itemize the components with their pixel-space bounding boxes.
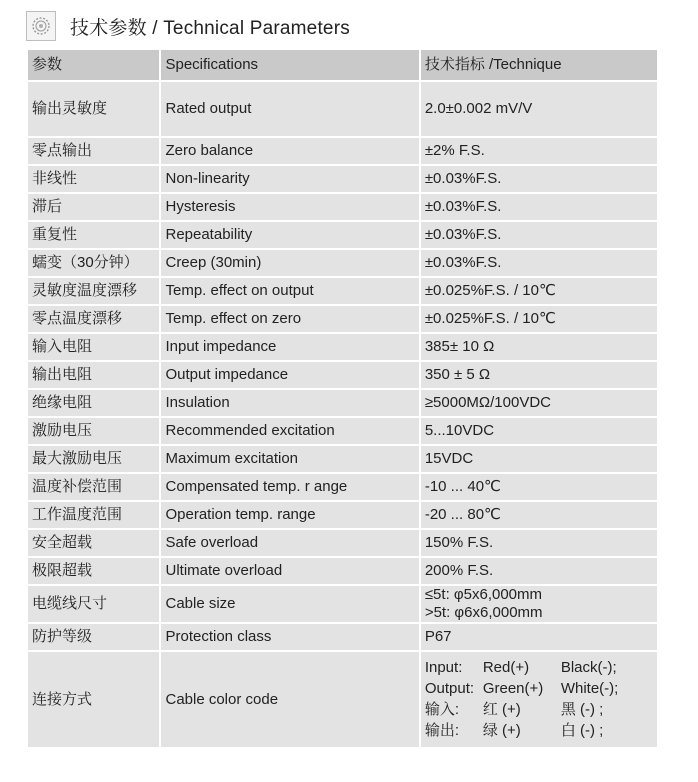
column-header-technique: 技术指标 /Technique (421, 50, 657, 82)
table-row (28, 652, 657, 749)
param-cn: 输入电阻 (28, 334, 161, 362)
cable-color-grid (425, 659, 653, 740)
table-row (28, 278, 657, 306)
param-en: Safe overload (161, 530, 420, 558)
param-cn: 激励电压 (28, 418, 161, 446)
table-row (28, 530, 657, 558)
param-value: ≥5000MΩ/100VDC (421, 390, 657, 418)
param-en: Cable color code (161, 652, 420, 749)
color-code-positive: 红 (+) (482, 701, 521, 718)
param-cn: 零点输出 (28, 138, 161, 166)
table-row (28, 558, 657, 586)
param-cn: 零点温度漂移 (28, 306, 161, 334)
param-value-cable-size (421, 586, 657, 624)
param-en: Operation temp. range (161, 502, 420, 530)
color-code-label: 输入: (424, 701, 459, 718)
table-row (28, 446, 657, 474)
section-title: 技术参数 / Technical Parameters (70, 17, 350, 39)
param-value: -20 ... 80℃ (421, 502, 657, 530)
color-code-label: Output: (424, 680, 475, 697)
param-en: Compensated temp. r ange (161, 474, 420, 502)
param-value: 15VDC (421, 446, 657, 474)
param-en: Repeatability (161, 222, 420, 250)
param-en: Protection class (161, 624, 420, 652)
param-value: 5...10VDC (421, 418, 657, 446)
param-en: Cable size (161, 586, 420, 624)
param-en: Temp. effect on zero (161, 306, 420, 334)
color-code-negative: 白 (-) ; (560, 722, 604, 739)
param-cn: 蠕变（30分钟） (28, 250, 161, 278)
color-code-positive: 绿 (+) (482, 722, 521, 739)
param-en: Output impedance (161, 362, 420, 390)
param-en: Rated output (161, 82, 420, 138)
table-row (28, 418, 657, 446)
param-cn: 极限超载 (28, 558, 161, 586)
table-row (28, 334, 657, 362)
param-en: Creep (30min) (161, 250, 420, 278)
param-cn: 电缆线尺寸 (28, 586, 161, 624)
table-row (28, 586, 657, 624)
color-code-label: Input: (424, 659, 463, 676)
table-row (28, 250, 657, 278)
table-header-row (28, 50, 657, 82)
param-en: Zero balance (161, 138, 420, 166)
param-cn: 温度补偿范围 (28, 474, 161, 502)
param-cn: 输出灵敏度 (28, 82, 161, 138)
table-row (28, 362, 657, 390)
param-en: Non-linearity (161, 166, 420, 194)
color-code-negative: Black(-); (560, 659, 617, 676)
param-en: Insulation (161, 390, 420, 418)
technical-parameters-table (28, 50, 657, 749)
param-value: -10 ... 40℃ (421, 474, 657, 502)
param-value: 150% F.S. (421, 530, 657, 558)
param-en: Ultimate overload (161, 558, 420, 586)
param-cn: 最大激励电压 (28, 446, 161, 474)
table-row (28, 624, 657, 652)
table-row (28, 474, 657, 502)
color-code-negative: White(-); (560, 680, 619, 697)
param-cn: 输出电阻 (28, 362, 161, 390)
param-value: ±0.03%F.S. (421, 166, 657, 194)
param-value: 2.0±0.002 mV/V (421, 82, 657, 138)
param-value: ±0.025%F.S. / 10℃ (421, 278, 657, 306)
param-value: 350 ± 5 Ω (421, 362, 657, 390)
param-value: ±0.03%F.S. (421, 194, 657, 222)
param-value: P67 (421, 624, 657, 652)
param-value: ±0.025%F.S. / 10℃ (421, 306, 657, 334)
cable-size-line: >5t: φ6x6,000mm (424, 604, 543, 621)
gear-logo-icon (26, 11, 56, 41)
param-value: ±0.03%F.S. (421, 222, 657, 250)
color-code-label: 输出: (424, 722, 459, 739)
param-value: ±2% F.S. (421, 138, 657, 166)
table-row (28, 166, 657, 194)
table-row (28, 138, 657, 166)
param-en: Input impedance (161, 334, 420, 362)
cable-size-line: ≤5t: φ5x6,000mm (424, 586, 543, 603)
param-value: 385± 10 Ω (421, 334, 657, 362)
param-cn: 重复性 (28, 222, 161, 250)
column-header-specifications: Specifications (161, 50, 420, 82)
param-value: ±0.03%F.S. (421, 250, 657, 278)
color-code-positive: Green(+) (482, 680, 544, 697)
color-code-positive: Red(+) (482, 659, 530, 676)
table-row (28, 502, 657, 530)
param-en: Hysteresis (161, 194, 420, 222)
table-row (28, 194, 657, 222)
table-row (28, 306, 657, 334)
param-en: Recommended excitation (161, 418, 420, 446)
param-cn: 非线性 (28, 166, 161, 194)
param-cn: 连接方式 (28, 652, 161, 749)
param-en: Temp. effect on output (161, 278, 420, 306)
param-cn: 绝缘电阻 (28, 390, 161, 418)
param-cn: 防护等级 (28, 624, 161, 652)
column-header-parameter: 参数 (28, 50, 161, 82)
param-value-cable-color-code (421, 652, 657, 749)
table-row (28, 390, 657, 418)
param-en: Maximum excitation (161, 446, 420, 474)
param-cn: 安全超载 (28, 530, 161, 558)
param-value: 200% F.S. (421, 558, 657, 586)
color-code-negative: 黑 (-) ; (560, 701, 604, 718)
table-row (28, 82, 657, 138)
param-cn: 滞后 (28, 194, 161, 222)
param-cn: 工作温度范围 (28, 502, 161, 530)
param-cn: 灵敏度温度漂移 (28, 278, 161, 306)
table-row (28, 222, 657, 250)
section-header (26, 10, 350, 42)
